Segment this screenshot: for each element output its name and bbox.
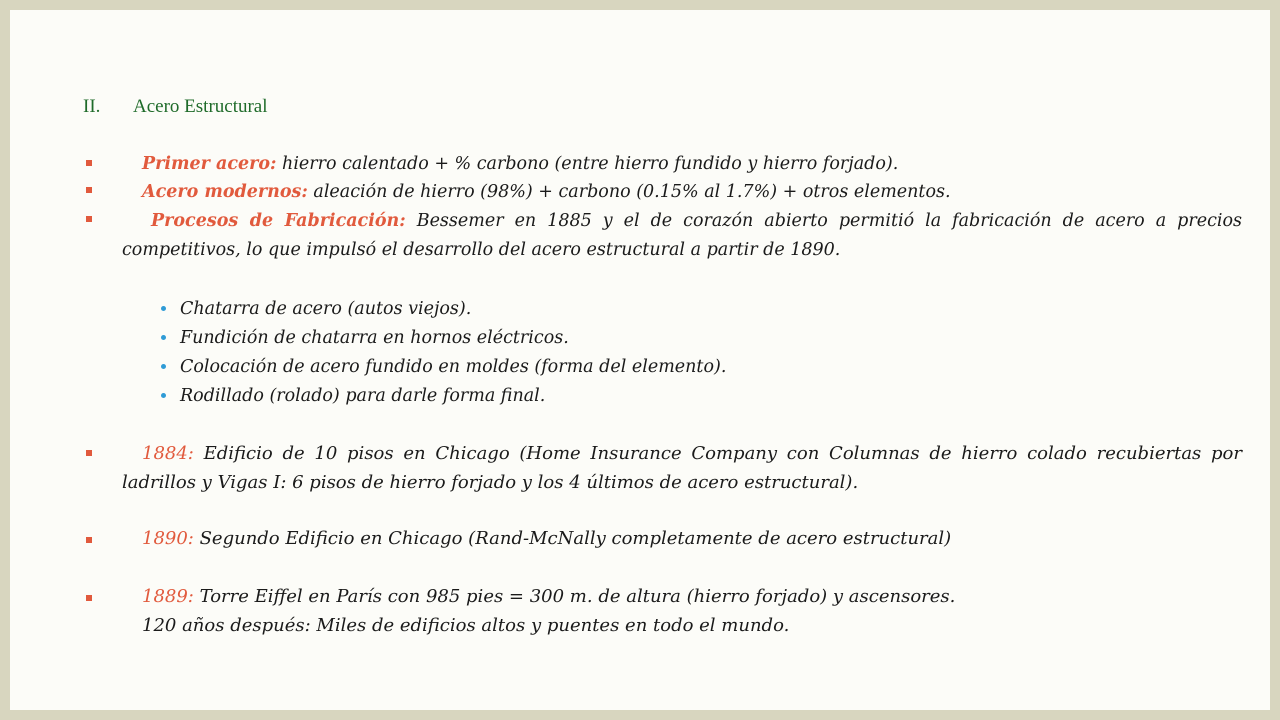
section-number: II. xyxy=(83,96,101,117)
milestone-item xyxy=(122,439,1242,497)
bullet-dot-icon xyxy=(161,364,166,369)
milestone-text: Torre Eiffel en París con 985 pies = 300 m. de altura (hierro forjado) y ascensores. xyxy=(193,586,956,607)
square-bullet-icon xyxy=(86,537,92,543)
bullet-dot-icon xyxy=(161,393,166,398)
square-bullet-icon xyxy=(86,216,92,222)
item-label: Procesos de Fabricación: xyxy=(151,211,406,231)
item-label: Acero modernos: xyxy=(142,182,308,202)
list-item xyxy=(142,152,898,176)
sub-list-item: Chatarra de acero (autos viejos). xyxy=(180,299,472,319)
sub-list-item: Fundición de chatarra en hornos eléctricos. xyxy=(180,328,569,348)
milestone-year: 1884: xyxy=(142,443,194,464)
milestone-year: 1890: xyxy=(142,528,194,549)
milestone-year: 1889: xyxy=(142,586,194,607)
item-label: Primer acero: xyxy=(142,154,277,174)
list-item xyxy=(142,180,951,204)
item-text: aleación de hierro (98%) + carbono (0.15% al 1.7%) + otros elementos. xyxy=(307,182,951,202)
item-text: hierro calentado + % carbono (entre hierro fundido y hierro forjado). xyxy=(276,154,899,174)
item-text: Bessemer en 1885 y el de corazón abierto permitió la fabricación de acero a precios competitivos, lo que impulsó el desarrollo del acero estructural a partir de 1890. xyxy=(122,211,1242,260)
square-bullet-icon xyxy=(86,450,92,456)
square-bullet-icon xyxy=(86,595,92,601)
bullet-dot-icon xyxy=(161,335,166,340)
square-bullet-icon xyxy=(86,160,92,166)
bullet-dot-icon xyxy=(161,306,166,311)
section-title: Acero Estructural xyxy=(133,96,268,117)
milestone-text: Segundo Edificio en Chicago (Rand-McNally completamente de acero estructural) xyxy=(193,528,952,549)
sub-list-item: Colocación de acero fundido en moldes (forma del elemento). xyxy=(180,357,727,377)
sub-list-item: Rodillado (rolado) para darle forma final. xyxy=(180,386,546,406)
closing-text: 120 años después: Miles de edificios altos y puentes en todo el mundo. xyxy=(142,615,790,636)
square-bullet-icon xyxy=(86,187,92,193)
section-heading xyxy=(83,96,268,118)
milestone-text: Edificio de 10 pisos en Chicago (Home Insurance Company con Columnas de hierro colado recubiertas por ladrillos y Vigas I: 6 pisos de hierro forjado y los 4 últimos de acero estructural). xyxy=(122,443,1242,493)
milestone-item xyxy=(142,585,955,609)
list-item xyxy=(122,207,1242,265)
milestone-item xyxy=(142,527,951,551)
